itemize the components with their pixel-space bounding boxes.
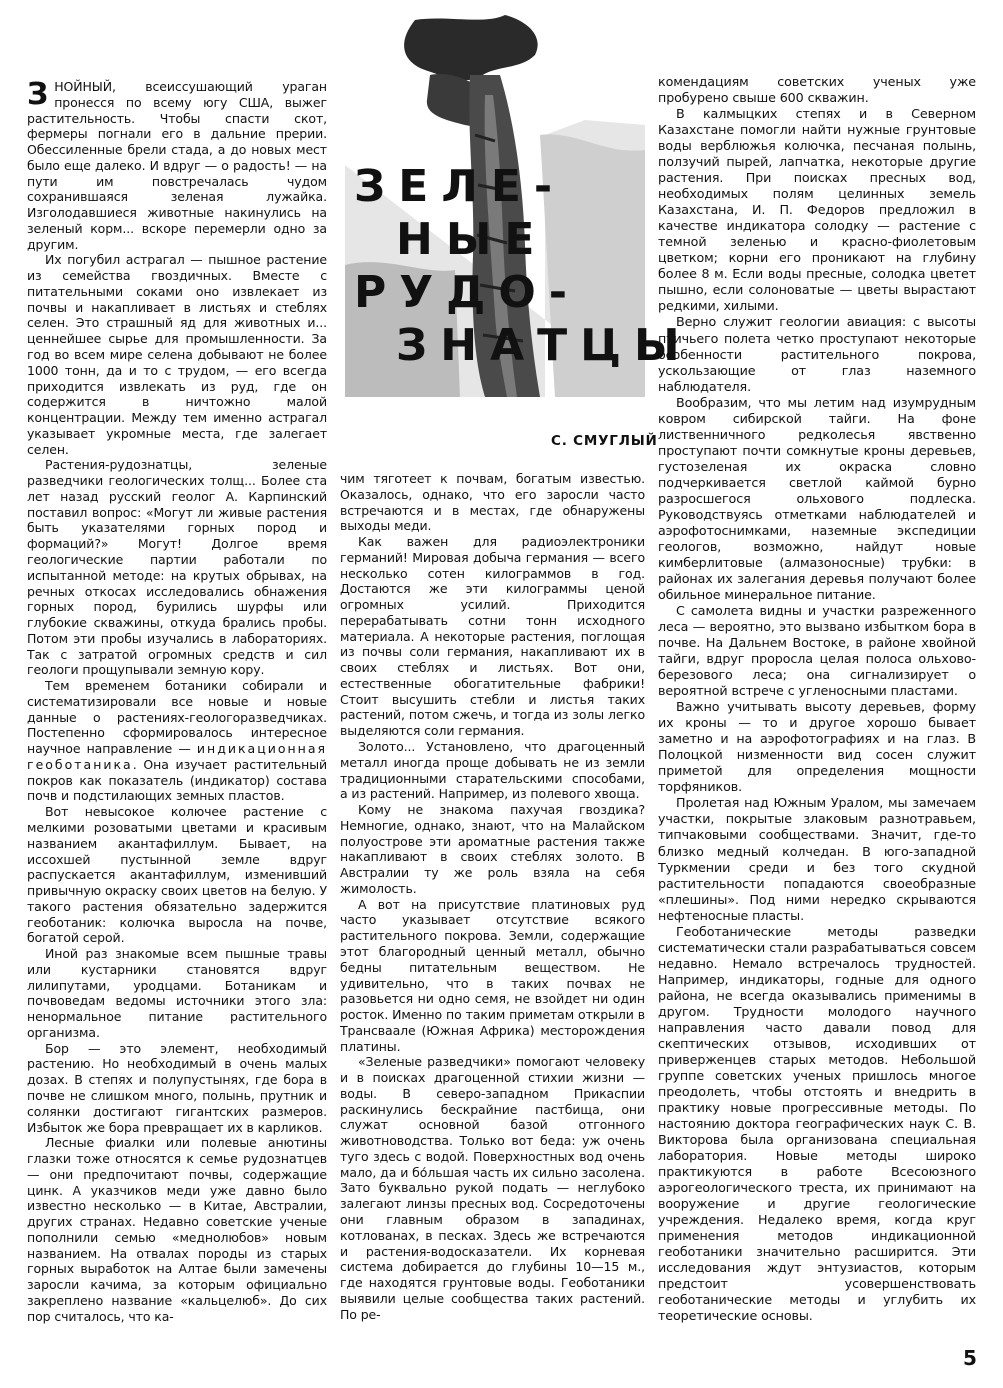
column-1	[27, 79, 327, 1324]
paragraph: чим тяготеет к почвам, богатым известью. Оказалось, однако, что его заросли часто встречаются и в местах, где обнаружены выходы меди.	[340, 471, 645, 534]
paragraph: Их погубил астрагал — пышное растение из семейства гвоздичных. Вместе с питательными соками оно извлекает из почвы и накапливает в листьях и стеблях селен. Это страшный яд для животных и... ценнейшее сырье для промышленности. За год во всем мире селена добывают не более 1000 тонн, да и то с трудом, — его всегда приходится извлекать из руд, где он содержится в ничтожно малой концентрации. Между тем именно астрагал указывает укромные места, где залегает селен.	[27, 252, 327, 457]
article-title	[354, 160, 693, 372]
paragraph: Растения-рудознатцы, зеленые разведчики геологических толщ... Более ста лет назад русский геолог А. Карпинский поставил вопрос: «Могут ли живые растения быть указателями горных пород и формаций?» Могут! Долгое время геологические партии работали по испытанной методе: на крутых обрывах, на речных откосах исследовались обнажения горных пород, бурились шурфы или глубокие скважины, откуда брались пробы. Потом эти пробы изучались в лабораториях. Так с затратой огромных средств и сил геологи прощупывали земную кору.	[27, 457, 327, 678]
title-line: ЗНАТЦЫ	[396, 320, 693, 371]
paragraph: Вот невысокое колючее растение с мелкими розоватыми цветами и красивым названием акантафиллум. Бывает, на иссохшей пустынной земле вдруг распускается акантафиллум, изменивший привычную окраску своих цветов на белую. У такого растения обязательно задержится геоботаник: колючка выросла на почве, богатой серой.	[27, 804, 327, 946]
title-line: НЫЕ	[396, 214, 548, 265]
paragraph: В калмыцких степях и в Северном Казахстане помогли найти нужные грунтовые воды верблюжья колючка, песчаная полынь, ползучий пырей, лапчатка, некоторые другие растения. При поисках пресных вод, необходимых полям целинных земель Казахстана, И. П. Федоров предложил в качестве индикатора солодку — растение с темной зеленью и красно-фиолетовым цветком; корни его проникают на глубину более 8 м. Если воды пресные, солодка цветет пышно, если солоноватые — цветы вырастают редкими, хилыми.	[658, 106, 976, 314]
column-2	[340, 471, 645, 1322]
title-line: ЗЕЛЕ-	[354, 161, 566, 212]
emphasis-term: индикационная геоботаника	[27, 741, 327, 772]
paragraph: Как важен для радиоэлектроники германий! Мировая добыча германия — всего несколько сотен килограммов в год. Достаются же эти килограммы ценой огромных усилий. Приходится перерабатывать сотни тонн исходного материала. А некоторые растения, поглощая из почвы соли германия, накапливают их в своих стеблях и листьях. Вот они, естественные обогатительные фабрики! Стоит высушить стебли и листья таких растений, потом сжечь, и тогда из золы легко выделяются соли германия.	[340, 534, 645, 739]
title-line: РУДО-	[354, 267, 581, 318]
paragraph: ЗНОЙНЫЙ, всеиссушающий ураган пронесся по всему югу США, выжег растительность. Чтобы спасти скот, фермеры погнали его в дальние прерии. Обессиленные брели стада, а до новых мест было еще далеко. И вдруг — о радость! — на пути им повстречалась чудом сохранившаяся зеленая лужайка. Изголодавшиеся животные накинулись на зеленый корм... вскоре перемерли одно за другим.	[27, 77, 327, 252]
drop-cap: З	[27, 77, 49, 112]
paragraph: Лесные фиалки или полевые анютины глазки тоже относятся к семье рудознатцев — они предпочитают почвы, содержащие цинк. А указчиков меди уже давно было известно несколько — в Китае, Австралии, других странах. Недавно советские ученые пополнили семью «меднолюбов» новым названием. На отвалах породы из старых горных выработок на Алтае были замечены заросли качима, за которым официально закреплено название «кальцелюб». До сих пор считалось, что ка-	[27, 1135, 327, 1324]
page-number: 5	[963, 1346, 977, 1370]
column-3	[658, 74, 976, 1324]
paragraph: Золото... Установлено, что драгоценный металл иногда проще добывать не из земли традиционными старательскими способами, а из растений. Например, из полевого хвоща.	[340, 739, 645, 802]
paragraph: Геоботанические методы разведки систематически стали разрабатываться совсем недавно. Немало встречалось трудностей. Например, индикаторы, годные для одного района, не всегда оказывались применимы в другом. Трудности молодого научного направления часто давали повод для скептических отзывов, исходивших от приверженцев старых методов. Небольшой группе советских ученых пришлось многое преодолеть, чтобы отстоять и внедрить в практику новые прогрессивные методы. По настоянию доктора географических наук С. В. Викторова была организована специальная лаборатория. Новые методы широко практикуются в работе Всесоюзного аэрогеологического треста, их принимают на вооружение и другие геологические учреждения. Недалеко время, когда круг применения методов индикационной геоботаники значительно расширится. Эти исследования ждут энтузиастов, которым предстоит усовершенствовать геоботанические методы и углубить их теоретические основы.	[658, 923, 976, 1324]
foliage-top	[404, 15, 538, 80]
paragraph: Важно учитывать высоту деревьев, форму их кроны — то и другое хорошо бывает заметно и на аэрофотографиях и на глаз. В Полоцкой низменности вид сосен служит приметой для определения мощности торфяников.	[658, 699, 976, 795]
paragraph: Кому не знакома пахучая гвоздика? Немногие, однако, знают, что на Малайском полуострове эти ароматные растения также накапливают в своих стеблях золото. В Австралии ту же роль взяла на себя жимолость.	[340, 802, 645, 896]
paragraph: Бор — это элемент, необходимый растению. Но необходимый в очень малых дозах. В степях и полупустынях, где бора в почве не слишком много, полынь, прутник и солянки достигают гигантских размеров. Избыток же бора превращает их в карликов.	[27, 1040, 327, 1135]
author-byline: С. СМУГЛЫЙ	[551, 433, 658, 449]
paragraph: Вообразим, что мы летим над изумрудным ковром сибирской тайги. На фоне лиственничного редколесья явственно проступают почти сомкнутые кроны деревьев, густозеленая их окраска словно подчеркивается светлой каймой бурно разросшегося ольхового подлеска. Руководствуясь отметками наблюдателей и аэрофотоснимками, наземные экспедиции геологов, возможно, найдут новые кимберлитовые (алмазоносные) трубки: в районах их залегания деревья получают более обильное минеральное питание.	[658, 394, 976, 602]
paragraph: С самолета видны и участки разреженного леса — вероятно, это вызвано избытком бора в почве. На Дальнем Востоке, в районе хвойной тайги, вдруг проросла целая полоса ольхово-березового леса; она сигнализирует о вероятной встрече с угленосными пластами.	[658, 603, 976, 699]
paragraph: Пролетая над Южным Уралом, мы замечаем участки, покрытые злаковым разнотравьем, типчаковыми сообществами. Значит, где-то близко медный колчедан. В юго-западной Туркмении среди и без того скудной растительности попадаются своеобразные «плешины». Под ними нередко скрываются нефтеносные пласты.	[658, 795, 976, 923]
paragraph: Верно служит геологии авиация: с высоты птичьего полета четко проступают некоторые особенности растительного покрова, ускользающие от глаз наземного наблюдателя.	[658, 314, 976, 394]
paragraph: Иной раз знакомые всем пышные травы или кустарники становятся вдруг лилипутами, уродцами. Ботаникам и почвоведам ведомы источники этого зла: ненормальное питание растительного организма.	[27, 946, 327, 1040]
paragraph: А вот на присутствие платиновых руд часто указывает отсутствие всякого растительного покрова. Земли, содержащие этот благородный ценный металл, обычно бедны питательным веществом. Не удивительно, что в таких почвах не разовьется ни одно семя, не взойдет ни один росток. Именно по таким приметам открыли в Трансваале (Южная Африка) месторождения платины.	[340, 896, 645, 1054]
paragraph: Тем временем ботаники собирали и систематизировали все новые и новые данные о растениях-геологоразведчиках. Постепенно сформировалось интересное научное направление — индикационная геоботаника. Она изучает растительный покров как показатель (индикатор) состава почв и подстилающих земных пластов.	[27, 678, 327, 804]
paragraph: комендациям советских ученых уже пробурено свыше 600 скважин.	[658, 74, 976, 106]
paragraph: «Зеленые разведчики» помогают человеку и в поисках драгоценной стихии жизни — воды. В северо-западном Прикаспии раскинулись бескрайние пастбища, они служат основной базой отгонного животноводства. Только вот беда: уж очень туго здесь с водой. Поверхностных вод очень мало, да и бо́льшая часть их сильно засолена. Зато буквально рукой подать — неглубоко залегают линзы пресных вод. Сосредоточены они главным образом в западинах, котлованах, в песках. Здесь же встречаются и растения-водосказатели. Их корневая система добирается до глубины 10—15 м., где находятся грунтовые воды. Геоботаники выявили целые сообщества таких растений. По ре-	[340, 1054, 645, 1322]
